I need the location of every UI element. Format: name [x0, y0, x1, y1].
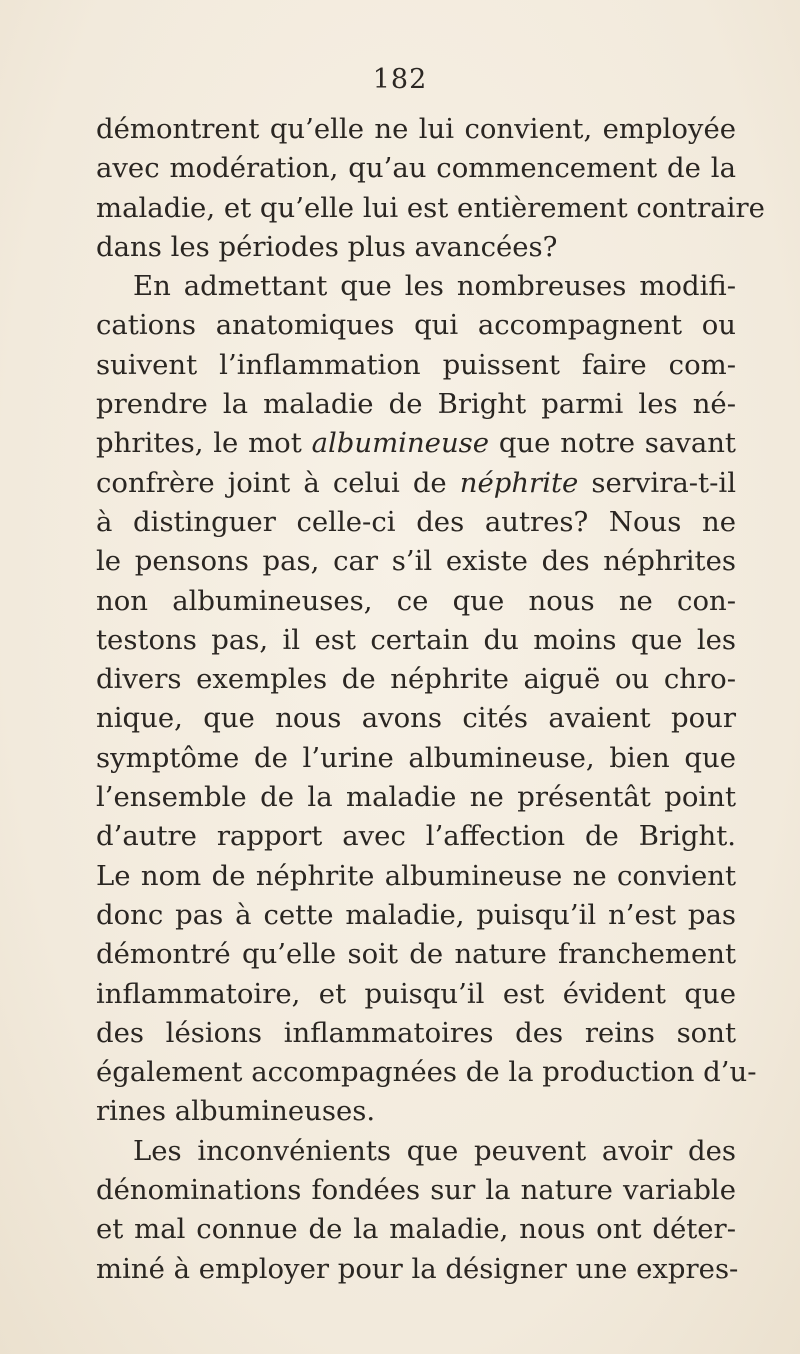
text-segment: également accompagnées de la production d’u-	[96, 1056, 757, 1089]
text-line	[96, 1132, 736, 1171]
text-segment: et mal connue de la maladie, nous ont déter-	[96, 1213, 736, 1246]
text-segment: démontrent qu’elle ne lui convient, employée	[96, 113, 736, 145]
text-line	[96, 1014, 736, 1053]
text-segment: avec modération, qu’au commencement de la	[96, 152, 736, 185]
text-segment: Le nom de néphrite albumineuse ne convient	[96, 859, 736, 892]
text-line	[96, 542, 736, 581]
text-segment: des lésions inflammatoires des reins sont	[96, 1016, 736, 1049]
text-segment: confrère joint à celui de	[96, 466, 460, 499]
text-line	[96, 857, 736, 896]
text-line	[96, 817, 736, 856]
text-segment: rines albumineuses.	[96, 1095, 376, 1128]
text-segment: d’autre rapport avec l’affection de Bright.	[96, 820, 736, 853]
italic-term: albumineuse	[311, 427, 490, 460]
text-segment: En admettant que les nombreuses modifi-	[133, 270, 736, 303]
text-segment: Les inconvénients que peuvent avoir des	[133, 1134, 736, 1167]
text-segment: démontré qu’elle soit de nature franchement	[96, 938, 736, 971]
text-line	[96, 306, 736, 345]
text-line	[96, 346, 736, 385]
text-line	[96, 149, 736, 188]
text-segment: symptôme de l’urine albumineuse, bien que	[96, 741, 736, 774]
text-line	[96, 582, 736, 621]
text-line	[96, 660, 736, 699]
text-line	[96, 424, 736, 463]
text-line	[96, 621, 736, 660]
text-segment: suivent l’inflammation puissent faire com-	[96, 348, 736, 381]
text-line	[96, 1092, 736, 1131]
text-line	[96, 110, 736, 149]
text-line	[96, 1171, 736, 1210]
text-segment: à distinguer celle-ci des autres? Nous ne	[96, 505, 736, 538]
text-segment: prendre la maladie de Bright parmi les né-	[96, 388, 736, 421]
text-segment: l’ensemble de la maladie ne présentât point	[96, 781, 736, 814]
text-segment: donc pas à cette maladie, puisqu’il n’est pas	[96, 898, 736, 931]
text-line	[96, 189, 765, 228]
text-line	[96, 503, 736, 542]
text-segment: nique, que nous avons cités avaient pour	[96, 702, 736, 735]
text-segment: testons pas, il est certain du moins que les	[96, 623, 736, 656]
page-number: 182	[372, 64, 428, 95]
text-segment: que notre savant	[489, 427, 736, 460]
text-segment: servira-t-il	[578, 466, 736, 499]
text-line	[96, 385, 736, 424]
text-line	[96, 896, 736, 935]
text-line	[96, 1053, 757, 1092]
text-segment: divers exemples de néphrite aiguë ou chro-	[96, 663, 736, 696]
text-segment: phrites, le mot	[96, 427, 312, 460]
text-line	[96, 975, 736, 1014]
text-segment: dans les périodes plus avancées?	[96, 230, 558, 263]
text-line	[96, 464, 736, 503]
text-segment: inflammatoire, et puisqu’il est évident que	[96, 977, 736, 1010]
text-segment: dénominations fondées sur la nature variable	[96, 1174, 736, 1207]
italic-term: néphrite	[459, 466, 579, 499]
text-line	[96, 935, 736, 974]
text-segment: miné à employer pour la désigner une expres-	[96, 1252, 739, 1285]
text-line	[96, 1250, 739, 1289]
text-segment: cations anatomiques qui accompagnent ou	[96, 309, 736, 342]
text-line	[96, 778, 736, 817]
text-segment: maladie, et qu’elle lui est entièrement contraire	[96, 191, 765, 224]
text-line	[96, 739, 736, 778]
text-line	[96, 699, 736, 738]
text-segment: le pensons pas, car s’il existe des néphrites	[96, 545, 736, 578]
text-segment: non albumineuses, ce que nous ne con-	[96, 584, 736, 617]
text-line	[96, 1210, 736, 1249]
body-text	[96, 110, 765, 1289]
text-line	[96, 267, 736, 306]
text-line	[96, 228, 736, 267]
